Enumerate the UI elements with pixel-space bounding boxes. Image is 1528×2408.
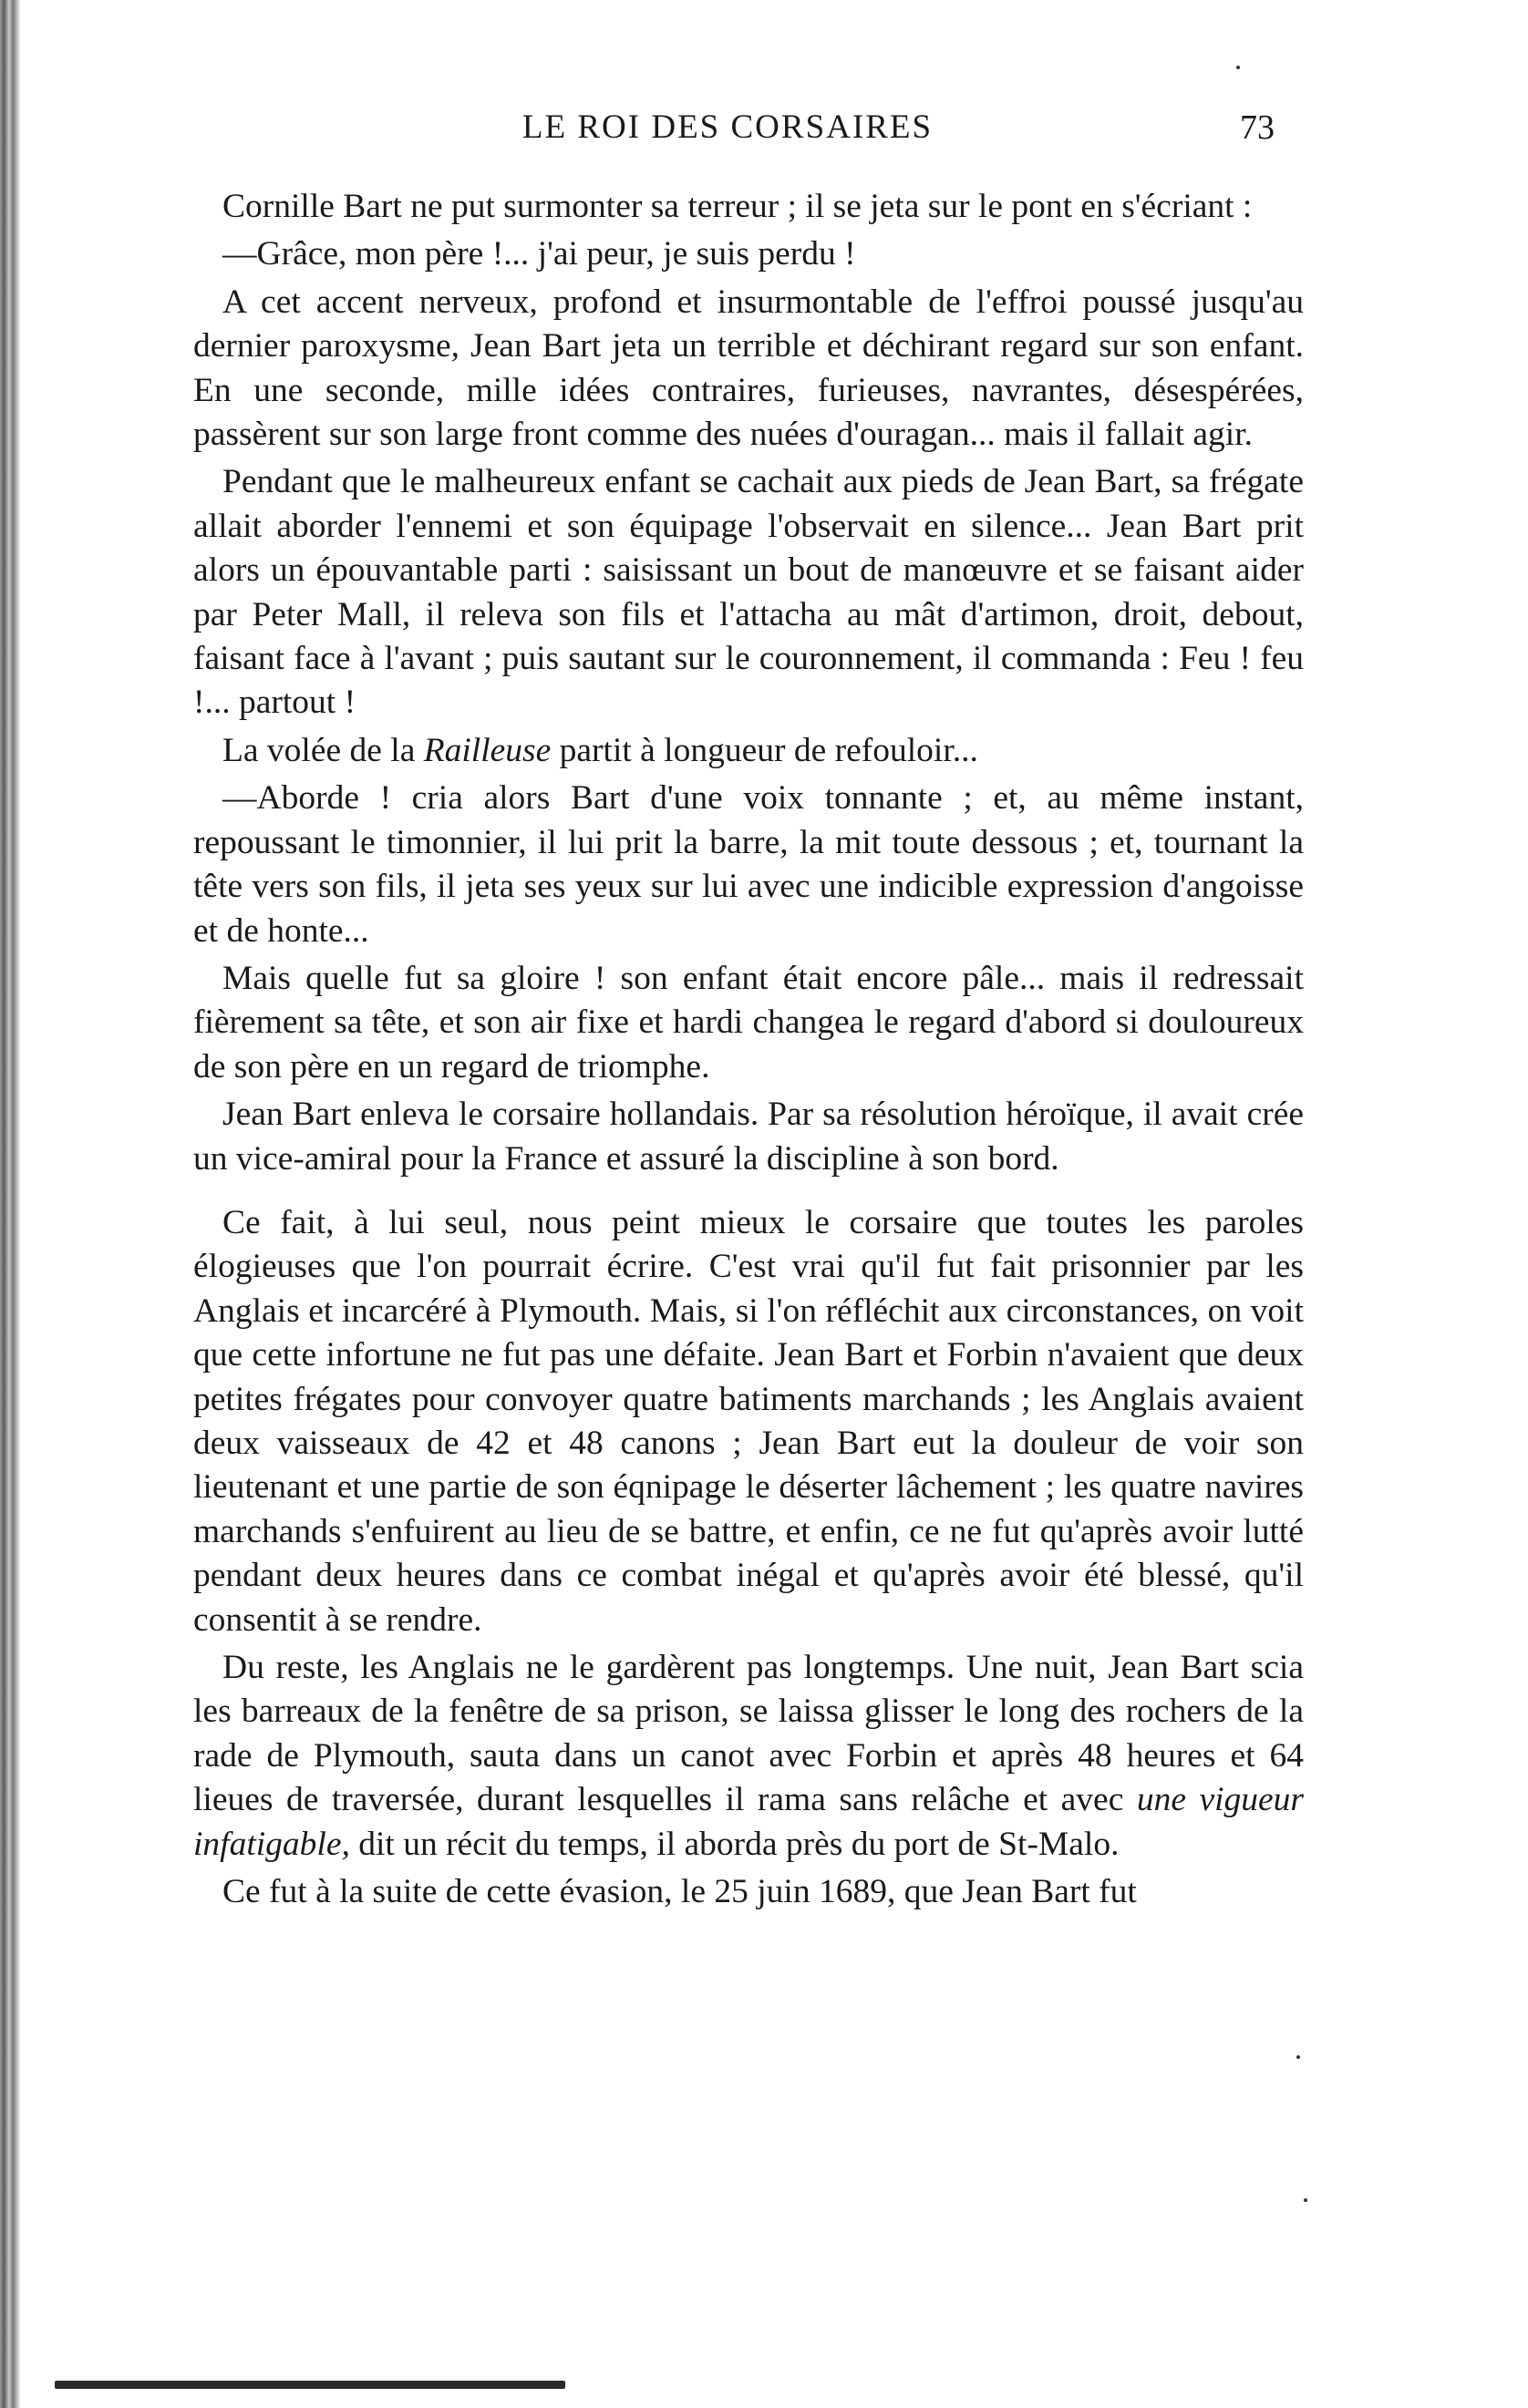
paragraph-9: Ce fait, à lui seul, nous peint mieux le corsaire que toutes les paroles élogieuses que l'on pourrait écrire. C'est vrai qu'il fut fait prisonnier par les Anglais et incarcéré à Plymouth. Mais, si l'on réfléchit aux circonstances, on voit que cette infortune ne fut pas une défaite. Jean Bart et Forbin n'avaient que deux petites frégates pour convoyer quatre batiments marchands ; les Anglais avaient deux vaisseaux de 42 et 48 canons ; Jean Bart eut la douleur de voir son lieutenant et une partie de son éqnipage le déserter lâchement ; les quatre navires marchands s'enfuirent au lieu de se battre, et enfin, ce ne fut qu'après avoir lutté pendant deux heures dans ce combat inégal et qu'après avoir été blessé, qu'il consentit à se rendre. xyxy=(193,1203,1304,1639)
paragraph-6: —Aborde ! cria alors Bart d'une voix tonnante ; et, au même instant, repoussant le timonnier, il lui prit la barre, la mit toute dessous ; et, tournant la tête vers son fils, il jeta ses yeux sur lui avec une indicible expression d'angoisse et de honte... xyxy=(193,779,1304,950)
book-spine-shadow xyxy=(0,0,20,2408)
paragraph-1: Cornille Bart ne put surmonter sa terreur ; il se jeta sur le pont en s'écriant : xyxy=(222,188,1253,225)
page-edge-shadow xyxy=(55,2381,565,2389)
paragraph-8: Jean Bart enleva le corsaire hollandais. Par sa résolution héroïque, il avait crée un vice-amiral pour la France et assuré la discipline à son bord. xyxy=(193,1096,1304,1178)
ship-name: Railleuse xyxy=(423,731,552,769)
page-header xyxy=(0,108,1528,162)
paragraph-10 xyxy=(193,1646,1304,1867)
volee-text-before: La volée de la xyxy=(222,731,424,769)
paragraph-2: —Grâce, mon père !... j'ai peur, je suis perdu ! xyxy=(222,235,856,273)
paragraph-7: Mais quelle fut sa gloire ! son enfant était encore pâle... mais il redressait fièrement sa tête, et son air fixe et hardi changea le regard d'abord si douloureux de son père en un regard de triomphe. xyxy=(193,959,1304,1086)
reste-text-after: dit un récit du temps, il aborda près du port de St-Malo. xyxy=(349,1825,1120,1863)
paragraph-3: A cet accent nerveux, profond et insurmontable de l'effroi poussé jusqu'au dernier paroxysme, Jean Bart jeta un terrible et déchirant regard sur son enfant. En une seconde, mille idées contraires, furieuses, navrantes, désespérées, passèrent sur son large front comme des nuées d'ouragan... mais il fallait agir. xyxy=(193,283,1304,454)
paper-speck xyxy=(1236,66,1240,69)
reste-text-before: Du reste, les Anglais ne le gardèrent pas longtemps. Une nuit, Jean Bart scia les barreaux de la fenêtre de sa prison, se laissa glisser le long des rochers de la rade de Plymouth, sauta dans un canot avec Forbin et après 48 heures et 64 lieues de traversée, durant lesquelles il rama sans relâche et avec xyxy=(193,1649,1304,1819)
paragraph-5 xyxy=(193,729,1304,773)
paper-speck xyxy=(1304,2198,1307,2202)
page-number: 73 xyxy=(1240,108,1275,147)
running-head: LE ROI DES CORSAIRES xyxy=(521,108,934,146)
paragraph-4: Pendant que le malheureux enfant se cachait aux pieds de Jean Bart, sa frégate allait aborder l'ennemi et son équipage l'observait en silence... Jean Bart prit alors un épouvantable parti : saisissant un bout de manœuvre et se faisant aider par Peter Mall, il releva son fils et l'attacha au mât d'artimon, droit, debout, faisant face à l'avant ; puis sautant sur le couronnement, il commanda : Feu ! feu !... partout ! xyxy=(193,463,1304,722)
paper-speck xyxy=(1296,2055,1300,2059)
paragraph-11: Ce fut à la suite de cette évasion, le 25 juin 1689, que Jean Bart fut xyxy=(222,1873,1137,1911)
body-text xyxy=(193,185,1304,1918)
volee-text-after: partit à longueur de refouloir... xyxy=(551,731,978,769)
emphasis-text: une vigueur infatigable, xyxy=(193,1781,1304,1863)
